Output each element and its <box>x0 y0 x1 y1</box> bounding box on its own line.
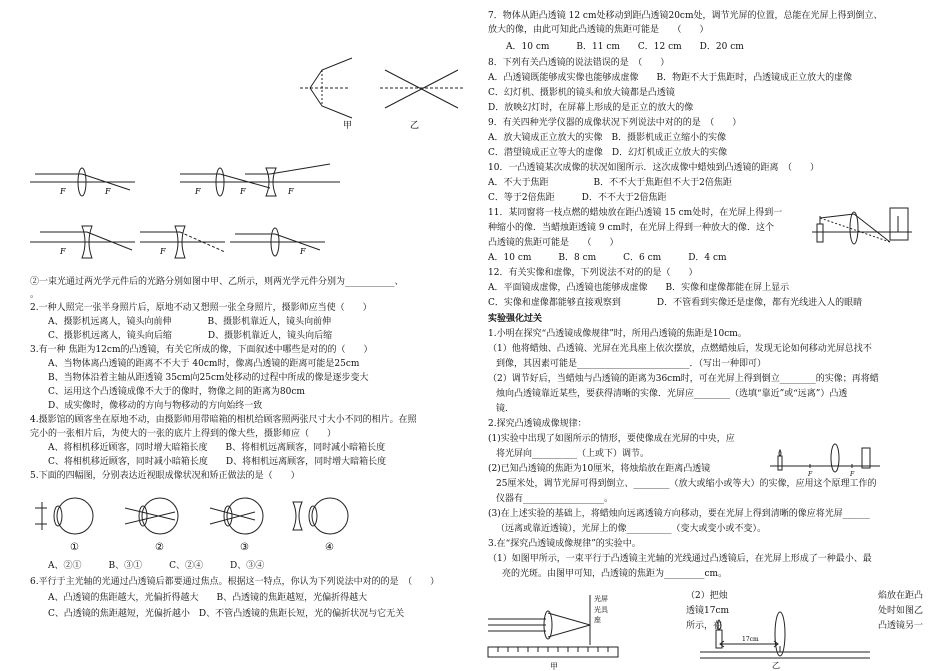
exp2-part3-1: (3)在上述实验的基础上，将蜡烛向远离透镜方向移动，要在光屏上得到清晰的像应将光屏______ <box>488 509 870 519</box>
exp1-part2-1: （2）调节好后，当蜡烛与凸透镜的距离为36cm时，可在光屏上得到倒立________的实像；再将蜡 <box>488 374 879 384</box>
lens-ray-diagrams <box>30 160 470 280</box>
exp3-part2-b: 焰放在距凸 <box>878 591 924 601</box>
exp1-part2-3: 镜． <box>496 404 515 414</box>
q1-line-1: ②一束光通过两光学元件后的光路分别如图中甲、乙所示，则两光学元件分别为___________、 <box>30 277 404 287</box>
exp2-part3-2: （远离或靠近透镜），光屏上的像__________（变大或变小或不变）。 <box>496 524 767 534</box>
exp3-part1-2: 亮的光斑。由图甲可知，凸透镜的焦距为_________cm。 <box>502 569 728 579</box>
q9-stem: 9．有关四种光学仪器的成像状况下列说法中对的的是 （ ） <box>488 118 742 128</box>
q7-stem-2: 放大的像，由此可知此凸透镜的焦距可能是 （ ） <box>488 25 709 35</box>
q5-stem: 5.下面的四幅图，分别表达近视眼成像状况和矫正做法的是（ ） <box>30 471 300 481</box>
q11-stem-3: 凸透镜的焦距可能是 （ ） <box>488 238 619 248</box>
exp1-part2-2: 烛向凸透镜靠近某些，要获得清晰的实像．光屏应________（选填“靠近”或“远离”）凸透 <box>496 389 848 399</box>
q1-line-2: 。 <box>30 290 40 300</box>
label-yi: 乙 <box>410 121 420 131</box>
q3-option-b: B、当物体沿着主轴从距透镜 35cm向25cm处移动的过程中所成的像是逐步变大 <box>48 373 369 383</box>
q3-option-d: D、成实像时，像移动的方向与物移动的方向始终一致 <box>48 401 263 411</box>
label-fig-jia: 甲 <box>550 662 558 671</box>
label-guangping: 光屏 <box>594 595 608 603</box>
q7-options: A．10 cm B．11 cm C．12 cm D．20 cm <box>506 42 744 52</box>
exp3-part1-1: （1）如图甲所示，一束平行于凸透镜主光轴的光线通过凸透镜后，在光屏上形成了一种最小、最 <box>488 554 872 564</box>
f-label-1: F <box>60 187 66 196</box>
exp2-part2-3: 仪器有__________________。 <box>496 494 614 504</box>
exp3-part2-f: 凸透镜另一 <box>878 621 924 631</box>
q4-options-ab: A、将相机移近顾客，同时增大暗箱长度 B、将相机远离顾客，同时减小暗箱长度 <box>48 443 386 453</box>
eye-label-3: ③ <box>240 542 249 553</box>
exp1-part1-2: 到像，其因素可能是_________________________．（写出一种即可） <box>496 359 767 369</box>
q4-stem-1: 4.摄影馆的顾客坐在原地不动，由摄影师用带暗箱的相机给顾客照两张尺寸大小不同的相片。在照 <box>30 415 417 425</box>
label-zuo: 座 <box>594 616 601 624</box>
exp3-part2-a: （2）把烛 <box>686 591 728 601</box>
q12-stem: 12．有关实像和虚像，下列说法不对的的是（ ） <box>488 268 698 278</box>
q9-options-ab: A．放大镜成正立放大的实像 B．摄影机成正立缩小的实像 <box>488 133 727 143</box>
eye-label-2: ② <box>155 542 164 553</box>
q6-stem: 6.平行于主光轴的光通过凸透镜后都要通过焦点。根据这一特点，你认为下列说法中对的的是 （ ） <box>30 577 440 587</box>
q10-stem: 10．一凸透镜某次成像的状况如图所示．这次成像中蜡烛到凸透镜的距离 （ ） <box>488 163 819 173</box>
q2-options-cd: C、摄影机远离人，镜头向后缩 D、摄影机靠近人，镜头向后缩 <box>48 331 333 341</box>
section-title-experiments: 实验强化过关 <box>488 314 543 324</box>
eye-label-4: ④ <box>325 542 334 553</box>
optics-figure-jia-yi <box>0 0 440 140</box>
q2-stem: 2.一种人照完一张半身照片后，原地不动又想照一张全身照片，摄影师应当使（ ） <box>30 303 372 313</box>
label-guangju: 光具 <box>594 606 608 614</box>
exp2-part2-2: 25厘米处，调节光屏可得到倒立、________（放大或缩小或等大）的实像，应用这个原理工作的 <box>496 479 877 489</box>
q11-stem-1: 11．某同窗将一枝点燃的蜡烛放在距凸透镜 15 cm处时，在光屏上得到一 <box>488 208 783 218</box>
q10-imaging-figure <box>812 198 922 258</box>
q8-option-c: C．幻灯机、摄影机的镜头和放大镜都是凸透镜 <box>488 88 675 98</box>
q6-options-cd: C、凸透镜的焦距越短，光偏折越小 D、不管凸透镜的焦距长短，光的偏折状况与它无关 <box>48 609 405 619</box>
q8-stem: 8．下列有关凸透镜的说法错误的是 （ ） <box>488 58 670 68</box>
exp3-part2-e: 所示，在 <box>686 621 723 631</box>
q10-options-ab: A．不大于焦距 B．不不大于焦距但不大于2倍焦距 <box>488 178 732 188</box>
exp2-f-right: F <box>850 471 855 478</box>
q4-stem-2: 完小的一张相片后，为使大的一张的底片上得到的像大些，摄影师应（ ） <box>30 429 337 439</box>
exp3-part2-c: 透镜17cm <box>686 606 730 616</box>
exp1-part1-1: （1）他将蜡烛、凸透镜、光屏在光具座上依次摆放，点燃蜡烛后，发现无论如何移动光屏总找不 <box>488 344 872 354</box>
q10-options-cd: C．等于2倍焦距 D．不不大于2倍焦距 <box>488 193 667 203</box>
exp3-figure-jia <box>488 581 658 671</box>
eye-diagrams <box>30 488 470 558</box>
q3-option-c: C、运用这个凸透镜成像不大于的像时，物像之间的距离为80cm <box>48 387 305 397</box>
q12-options-cd: C．实像和虚像都能够直接观察到 D．不管看到实像还是虚像，都有光线进入人的眼睛 <box>488 298 863 308</box>
f-label-6: F <box>60 247 66 256</box>
q6-options-ab: A、凸透镜的焦距越大，光偏折得越大 B、凸透镜的焦距越短，光偏折得越大 <box>48 593 368 603</box>
exp2-part1-1: (1)实验中出现了如图所示的情形，要使像成在光屏的中央，应 <box>488 434 735 444</box>
f-label-7: F <box>160 247 166 256</box>
exp1-stem: 1.小明在探究“凸透镜成像规律”时，所用凸透镜的焦距是10cm。 <box>488 329 747 339</box>
label-17cm: 17cm <box>742 636 759 643</box>
f-label-8: F <box>300 247 306 256</box>
eye-label-1: ① <box>70 542 79 553</box>
q9-options-cd: C．潜望镜成正立等大的虚像 D．幻灯机成正立放大的实像 <box>488 148 728 158</box>
q2-options-ab: A、摄影机远离人，镜头向前伸 B、摄影机靠近人，镜头向前伸 <box>48 317 332 327</box>
exp2-part2-1: (2)已知凸透镜的焦距为10厘米，将烛焰放在距离凸透镜 <box>488 464 711 474</box>
q5-options: A、②① B、③① C、②④ D、③④ <box>48 561 265 571</box>
q3-stem: 3.有一种 焦距为12cm的凸透镜，有关它所成的像，下面叙述中哪些是对的的（ ） <box>30 345 373 355</box>
q8-options-ab: A．凸透镜既能够成实像也能够成虚像 B．物距不大于焦距时，凸透镜成正立放大的虚像 <box>488 73 853 83</box>
f-label-4: F <box>240 187 246 196</box>
exp2-bench-figure <box>770 436 880 486</box>
label-jia: 甲 <box>343 121 353 131</box>
q8-option-d: D．放映幻灯时，在屏幕上形成的是正立的放大的像 <box>488 103 694 113</box>
exp3-part2-d: 处时如图乙 <box>878 606 924 616</box>
exp3-stem: 3.在“探究凸透镜成像规律”的实验中。 <box>488 539 641 549</box>
f-label-3: F <box>195 187 201 196</box>
q3-option-a: A、当物体离凸透镜的距离不不大于 40cm时，像离凸透镜的距离可能是25cm <box>48 359 360 369</box>
exp3-figure-yi <box>700 586 870 671</box>
q11-options: A．10 cm B．8 cm C．6 cm D．4 cm <box>488 253 727 263</box>
q11-stem-2: 种缩小的像．当蜡烛距透镜 9 cm时，在光屏上得到一种放大的像．这个 <box>488 223 775 233</box>
f-label-5: F <box>288 187 294 196</box>
label-fig-yi: 乙 <box>772 661 780 670</box>
exp2-stem: 2.探究凸透镜成像规律： <box>488 419 587 429</box>
exp2-f-left: F <box>808 471 813 478</box>
q12-options-ab: A．平面镜成虚像，凸透镜也能够成虚像 B．实像和虚像都能在屏上显示 <box>488 283 790 293</box>
q4-options-cd: C、将相机移近顾客，同时减小暗箱长度 D、将相机远离顾客，同时增大暗箱长度 <box>48 457 387 467</box>
exp2-part1-2: 将光屏向__________（上或下）调节。 <box>496 449 650 459</box>
q7-stem-1: 7．物体从距凸透镜 12 cm处移动到距凸透镜20cm处，调节光屏的位置，总能在光屏上得到倒立、 <box>488 11 883 21</box>
f-label-2: F <box>105 187 111 196</box>
